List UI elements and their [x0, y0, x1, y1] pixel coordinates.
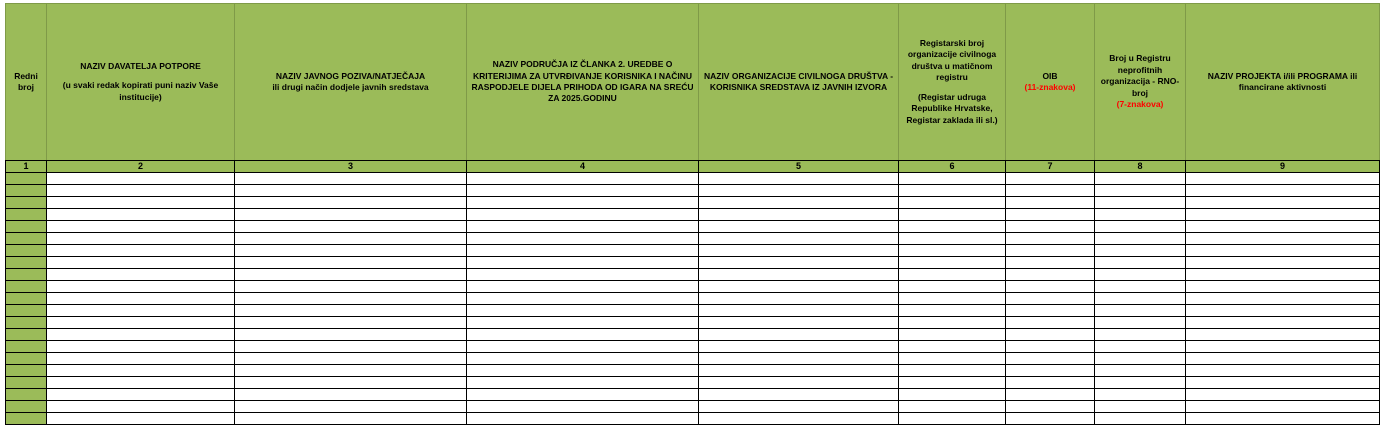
table-cell[interactable] [1006, 389, 1095, 401]
table-cell[interactable] [1095, 221, 1186, 233]
header-text: NAZIV PODRUČJA IZ ČLANKA 2. UREDBE O KRITERIJIMA ZA UTVRĐIVANJE KORISNIKA I NAČINU RASPODJELE DIJELA PRIHODA OD IGARA NA SREĆU ZA 2025.GODINU [471, 59, 694, 104]
table-cell[interactable] [699, 317, 899, 329]
table-cell[interactable] [1095, 317, 1186, 329]
table-cell[interactable] [1006, 173, 1095, 185]
table-cell[interactable] [1006, 305, 1095, 317]
table-cell[interactable] [1006, 281, 1095, 293]
column-number: 5 [699, 161, 899, 173]
table-cell[interactable] [1186, 197, 1380, 209]
table-cell[interactable] [47, 257, 235, 269]
table-cell[interactable] [235, 413, 467, 425]
table-cell[interactable] [899, 365, 1006, 377]
table-cell[interactable] [899, 257, 1006, 269]
table-cell[interactable] [235, 365, 467, 377]
table-cell[interactable] [1186, 173, 1380, 185]
header-text: NAZIV JAVNOG POZIVA/NATJEČAJA [275, 70, 426, 81]
table-cell[interactable] [1186, 317, 1380, 329]
row-number-cell[interactable] [6, 389, 47, 401]
table-cell[interactable] [1186, 185, 1380, 197]
table-cell[interactable] [467, 341, 699, 353]
table-cell[interactable] [899, 305, 1006, 317]
table-cell[interactable] [1095, 269, 1186, 281]
table-cell[interactable] [699, 377, 899, 389]
header-text: NAZIV ORGANIZACIJE CIVILNOGA DRUŠTVA - KORISNIKA SREDSTAVA IZ JAVNIH IZVORA [703, 70, 894, 92]
table-cell[interactable] [1095, 197, 1186, 209]
table-cell[interactable] [235, 377, 467, 389]
table-cell[interactable] [1006, 341, 1095, 353]
table-cell[interactable] [47, 209, 235, 221]
table-cell[interactable] [699, 413, 899, 425]
table-row [6, 377, 1380, 389]
row-number-cell[interactable] [6, 209, 47, 221]
table-cell[interactable] [467, 305, 699, 317]
table-cell[interactable] [1186, 281, 1380, 293]
column-number: 7 [1006, 161, 1095, 173]
table-cell[interactable] [467, 281, 699, 293]
table-cell[interactable] [467, 317, 699, 329]
row-number-cell[interactable] [6, 341, 47, 353]
table-cell[interactable] [1006, 365, 1095, 377]
table-cell[interactable] [1095, 245, 1186, 257]
table-cell[interactable] [47, 173, 235, 185]
table-cell[interactable] [1095, 413, 1186, 425]
table-cell[interactable] [899, 221, 1006, 233]
header-text: broj [17, 82, 35, 92]
table-cell[interactable] [899, 317, 1006, 329]
table-cell[interactable] [47, 377, 235, 389]
table-cell[interactable] [1006, 353, 1095, 365]
table-cell[interactable] [699, 173, 899, 185]
table-cell[interactable] [1186, 293, 1380, 305]
table-cell[interactable] [1006, 377, 1095, 389]
table-cell[interactable] [1186, 209, 1380, 221]
table-cell[interactable] [235, 305, 467, 317]
table-cell[interactable] [235, 245, 467, 257]
table-cell[interactable] [699, 341, 899, 353]
table-cell[interactable] [467, 257, 699, 269]
table-row [6, 389, 1380, 401]
table-cell[interactable] [1006, 257, 1095, 269]
table-cell[interactable] [467, 209, 699, 221]
table-cell[interactable] [467, 233, 699, 245]
table-cell[interactable] [235, 317, 467, 329]
table-cell[interactable] [1095, 401, 1186, 413]
table-cell[interactable] [1006, 329, 1095, 341]
table-cell[interactable] [235, 173, 467, 185]
table-cell[interactable] [467, 377, 699, 389]
table-cell[interactable] [47, 245, 235, 257]
table-cell[interactable] [699, 365, 899, 377]
table-cell[interactable] [47, 389, 235, 401]
column-number: 6 [899, 161, 1006, 173]
table-cell[interactable] [1095, 377, 1186, 389]
table-row [6, 197, 1380, 209]
table-cell[interactable] [1006, 185, 1095, 197]
table-cell[interactable] [699, 209, 899, 221]
column-header-2[interactable] [47, 4, 235, 161]
table-cell[interactable] [1006, 317, 1095, 329]
table-cell[interactable] [899, 233, 1006, 245]
table-cell[interactable] [467, 389, 699, 401]
row-number-cell[interactable] [6, 377, 47, 389]
column-number: 1 [6, 161, 47, 173]
table-cell[interactable] [1006, 401, 1095, 413]
table-cell[interactable] [467, 197, 699, 209]
table-cell[interactable] [47, 269, 235, 281]
row-number-cell[interactable] [6, 197, 47, 209]
table-cell[interactable] [699, 197, 899, 209]
table-cell[interactable] [467, 353, 699, 365]
table-row [6, 269, 1380, 281]
table-cell[interactable] [1186, 389, 1380, 401]
table-cell[interactable] [1006, 197, 1095, 209]
table-cell[interactable] [235, 197, 467, 209]
table-cell[interactable] [899, 209, 1006, 221]
table-cell[interactable] [235, 329, 467, 341]
table-cell[interactable] [1186, 353, 1380, 365]
table-cell[interactable] [899, 341, 1006, 353]
table-cell[interactable] [47, 281, 235, 293]
column-header-4[interactable] [467, 4, 699, 161]
table-cell[interactable] [467, 269, 699, 281]
table-cell[interactable] [1095, 173, 1186, 185]
table-cell[interactable] [1006, 245, 1095, 257]
header-text: OIB [1042, 70, 1058, 81]
table-cell[interactable] [699, 269, 899, 281]
table-cell[interactable] [235, 209, 467, 221]
table-cell[interactable] [1186, 413, 1380, 425]
table-cell[interactable] [1006, 221, 1095, 233]
table-cell[interactable] [1095, 185, 1186, 197]
table-cell[interactable] [899, 329, 1006, 341]
table-cell[interactable] [47, 233, 235, 245]
table-cell[interactable] [467, 293, 699, 305]
table-row [6, 233, 1380, 245]
table-cell[interactable] [467, 173, 699, 185]
table-cell[interactable] [699, 353, 899, 365]
table-cell[interactable] [1006, 233, 1095, 245]
table-cell[interactable] [235, 221, 467, 233]
column-number: 3 [235, 161, 467, 173]
table-row [6, 341, 1380, 353]
table-cell[interactable] [235, 293, 467, 305]
column-header-6[interactable] [899, 4, 1006, 161]
column-header-1[interactable] [6, 4, 47, 161]
table-cell[interactable] [47, 401, 235, 413]
table-cell[interactable] [1006, 413, 1095, 425]
table-cell[interactable] [1186, 305, 1380, 317]
table-cell[interactable] [467, 413, 699, 425]
table-cell[interactable] [699, 281, 899, 293]
table-cell[interactable] [1095, 365, 1186, 377]
table-cell[interactable] [899, 413, 1006, 425]
column-header-5[interactable] [699, 4, 899, 161]
table-row [6, 293, 1380, 305]
column-number-row [6, 161, 1380, 173]
table-cell[interactable] [1186, 245, 1380, 257]
table-cell[interactable] [1095, 305, 1186, 317]
table-cell[interactable] [1095, 329, 1186, 341]
table-row [6, 209, 1380, 221]
table-cell[interactable] [47, 413, 235, 425]
row-number-cell[interactable] [6, 173, 47, 185]
table-row [6, 305, 1380, 317]
table-cell[interactable] [1095, 389, 1186, 401]
column-header-3[interactable] [235, 4, 467, 161]
row-number-cell[interactable] [6, 413, 47, 425]
table-cell[interactable] [467, 401, 699, 413]
table-cell[interactable] [235, 341, 467, 353]
table-row [6, 185, 1380, 197]
header-text: NAZIV DAVATELJA POTPORE [80, 60, 201, 71]
table-cell[interactable] [699, 329, 899, 341]
table-cell[interactable] [899, 293, 1006, 305]
table-cell[interactable] [467, 365, 699, 377]
table-cell[interactable] [1186, 365, 1380, 377]
table-cell[interactable] [47, 197, 235, 209]
table-cell[interactable] [699, 305, 899, 317]
table-cell[interactable] [899, 377, 1006, 389]
table-cell[interactable] [47, 185, 235, 197]
header-text: Redni [14, 70, 38, 81]
table-cell[interactable] [47, 305, 235, 317]
column-header-9[interactable] [1186, 4, 1380, 161]
table-cell[interactable] [47, 365, 235, 377]
table-cell[interactable] [47, 329, 235, 341]
table-cell[interactable] [699, 257, 899, 269]
table-cell[interactable] [47, 293, 235, 305]
table-cell[interactable] [47, 221, 235, 233]
header-note: (7-znakova) [1116, 99, 1164, 110]
row-number-cell[interactable] [6, 221, 47, 233]
table-cell[interactable] [467, 185, 699, 197]
column-number: 4 [467, 161, 699, 173]
table-cell[interactable] [699, 293, 899, 305]
table-cell[interactable] [1186, 269, 1380, 281]
table-cell[interactable] [1006, 269, 1095, 281]
table-row [6, 245, 1380, 257]
table-cell[interactable] [235, 185, 467, 197]
table-cell[interactable] [235, 401, 467, 413]
table-cell[interactable] [235, 281, 467, 293]
table-row [6, 329, 1380, 341]
table-cell[interactable] [899, 389, 1006, 401]
table-cell[interactable] [1095, 281, 1186, 293]
table-cell[interactable] [1006, 209, 1095, 221]
table-cell[interactable] [899, 197, 1006, 209]
table-cell[interactable] [1095, 353, 1186, 365]
table-row [6, 365, 1380, 377]
table-cell[interactable] [699, 221, 899, 233]
row-number-cell[interactable] [6, 233, 47, 245]
table-cell[interactable] [47, 353, 235, 365]
header-text: ili drugi način dodjele javnih sredstava [272, 82, 429, 92]
table-cell[interactable] [1186, 377, 1380, 389]
column-header-7[interactable] [1006, 4, 1095, 161]
table-cell[interactable] [699, 233, 899, 245]
header-text: (u svaki redak kopirati puni naziv Vaše institucije) [62, 80, 219, 102]
row-number-cell[interactable] [6, 353, 47, 365]
table-cell[interactable] [467, 245, 699, 257]
support-table [5, 3, 1380, 425]
table-row [6, 173, 1380, 185]
table-cell[interactable] [47, 341, 235, 353]
row-number-cell[interactable] [6, 281, 47, 293]
table-row [6, 257, 1380, 269]
row-number-cell[interactable] [6, 305, 47, 317]
table-cell[interactable] [1095, 293, 1186, 305]
table-cell[interactable] [699, 245, 899, 257]
row-number-cell[interactable] [6, 245, 47, 257]
table-cell[interactable] [699, 185, 899, 197]
table-cell[interactable] [699, 389, 899, 401]
table-cell[interactable] [467, 221, 699, 233]
table-cell[interactable] [235, 233, 467, 245]
row-number-cell[interactable] [6, 293, 47, 305]
header-row [6, 4, 1380, 161]
table-cell[interactable] [235, 269, 467, 281]
row-number-cell[interactable] [6, 269, 47, 281]
spreadsheet [5, 3, 1380, 425]
table-cell[interactable] [899, 401, 1006, 413]
table-row [6, 413, 1380, 425]
table-row [6, 317, 1380, 329]
table-cell[interactable] [1186, 341, 1380, 353]
column-number: 8 [1095, 161, 1186, 173]
table-cell[interactable] [699, 401, 899, 413]
header-text: (Registar udruga Republike Hrvatske, Registar zaklada ili sl.) [906, 91, 998, 125]
header-text: NAZIV PROJEKTA i/ili PROGRAMA ili financirane aktivnosti [1207, 70, 1358, 92]
table-cell[interactable] [899, 173, 1006, 185]
table-cell[interactable] [1095, 341, 1186, 353]
table-cell[interactable] [1186, 233, 1380, 245]
row-number-cell[interactable] [6, 401, 47, 413]
table-cell[interactable] [899, 353, 1006, 365]
table-cell[interactable] [235, 353, 467, 365]
table-cell[interactable] [1186, 257, 1380, 269]
table-cell[interactable] [899, 185, 1006, 197]
column-number: 2 [47, 161, 235, 173]
table-row [6, 281, 1380, 293]
table-cell[interactable] [235, 389, 467, 401]
table-cell[interactable] [47, 317, 235, 329]
column-number: 9 [1186, 161, 1380, 173]
table-row [6, 401, 1380, 413]
row-number-cell[interactable] [6, 185, 47, 197]
table-cell[interactable] [1095, 209, 1186, 221]
table-row [6, 221, 1380, 233]
table-cell[interactable] [467, 329, 699, 341]
header-note: (11-znakova) [1024, 82, 1076, 92]
row-number-cell[interactable] [6, 317, 47, 329]
row-number-cell[interactable] [6, 365, 47, 377]
table-cell[interactable] [235, 257, 467, 269]
table-cell[interactable] [899, 281, 1006, 293]
table-cell[interactable] [1186, 401, 1380, 413]
table-cell[interactable] [1006, 293, 1095, 305]
table-row [6, 353, 1380, 365]
header-text: Broj u Registru neprofitnih organizacija - RNO-broj [1100, 53, 1180, 98]
table-cell[interactable] [1095, 257, 1186, 269]
table-cell[interactable] [1186, 221, 1380, 233]
table-cell[interactable] [899, 269, 1006, 281]
header-text: Registarski broj organizacije civilnoga društva u matičnom registru [907, 37, 997, 83]
row-number-cell[interactable] [6, 257, 47, 269]
column-header-8[interactable] [1095, 4, 1186, 161]
table-cell[interactable] [1186, 329, 1380, 341]
table-cell[interactable] [899, 245, 1006, 257]
row-number-cell[interactable] [6, 329, 47, 341]
table-cell[interactable] [1095, 233, 1186, 245]
